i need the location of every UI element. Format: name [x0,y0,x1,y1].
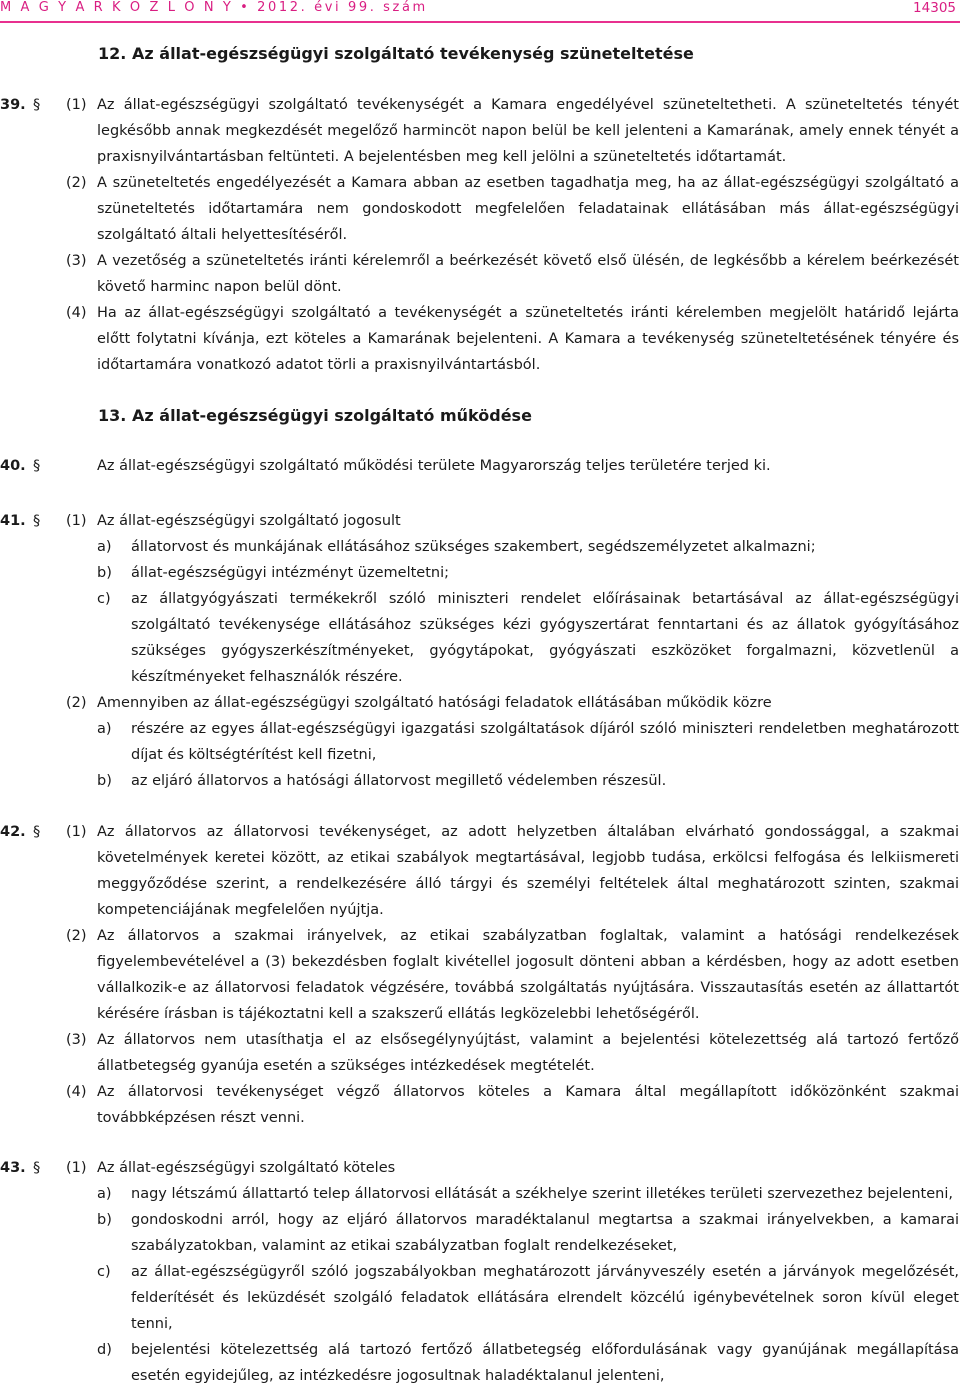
paragraph-text: Ha az állat-egészségügyi szolgáltató a tevékenységét a szüneteltetés iránti kérelemben megjelölt határidő lejárta előtt folytatni kívánja, ezt köteles a Kamarának bejelenteni. A Kamara a tevékenység szüneteltetésének tényére és időtartamára vonatkozó adatot törli a praxisnyilvántartásból. [97,305,959,373]
paragraph-mark: (4) [66,1084,87,1100]
paragraph-text: Az állat-egészségügyi szolgáltató tevékenységét a Kamara engedélyével szüneteltetheti. A szüneteltetés tényét legkésőbb annak megkezdését megelőző harmincöt napon belül be kell jelenteni a Kamarának, amely ennek tényét a praxisnyilvántartásban feltünteti. A bejelentésben meg kell jelölni a szüneteltetés időtartamát. [97,97,959,165]
paragraph-text: Amennyiben az állat-egészségügyi szolgáltató hatósági feladatok ellátásában működik közre [97,695,772,711]
chapter-number: 12. [98,44,127,63]
item-text: állatorvost és munkájának ellátásához szükséges szakembert, segédszemélyzetet alkalmazni; [131,539,816,555]
item-text: bejelentési kötelezettség alá tartozó fertőző állatbetegség előfordulásának vagy gyanújának megállapítása esetén egyidejűleg, az intézkedésre jogosultnak haladéktalanul jelenteni, [131,1342,959,1384]
section-sign: § [33,97,41,113]
paragraph-mark: (1) [66,97,87,113]
item-text: nagy létszámú állattartó telep állatorvosi ellátását a székhelye szerint illetékes területi szervezethez bejelenteni, [131,1186,953,1202]
item-mark: d) [97,1342,112,1358]
section-sign: § [33,513,41,529]
section-sign: § [33,458,41,474]
paragraph-mark: (1) [66,513,87,529]
paragraph-text: Az állatorvos a szakmai irányelvek, az etikai szabályzatban foglaltak, valamint a hatósági rendelkezések figyelembevételével a (3) bekezdésben foglalt kivétellel jogosult dönteni abban a kérdésben, hogy az adott esetben vállalkozik-e az állatorvosi feladatok végzésére, továbbá szolgáltatás nyújtására. Visszautasítás esetén az állattartót kérésére írásban is tájékoztatni kell a szakszerű ellátás legközelebbi lehetőségéről. [97,928,959,1022]
chapter-number: 13. [98,406,127,425]
item-text: gondoskodni arról, hogy az eljáró állatorvos maradéktalanul megtartsa a szakmai irányelvekben, a kamarai szabályzatokban, valamint az etikai szabályzatban foglalt rendelkezéseket, [131,1212,959,1254]
header-rule [0,21,960,23]
paragraph-mark: (2) [66,175,87,191]
paragraph-mark: (3) [66,1032,87,1048]
section-number: 41. [0,513,26,529]
paragraph-mark: (1) [66,824,87,840]
section-sign: § [33,1160,41,1176]
paragraph-text: A szüneteltetés engedélyezését a Kamara abban az esetben tagadhatja meg, ha az állat-egészségügyi szolgáltató a szüneteltetés időtartamára nem gondoskodott megfelelően feladatainak ellátásában más állat-egészségügyi szolgáltató általi helyettesítéséről. [97,175,959,243]
section-number: 40. [0,458,26,474]
item-text: állat-egészségügyi intézményt üzemeltetni; [131,565,449,581]
paragraph-text: Az állatorvos az állatorvosi tevékenységet, az adott helyzetben általában elvárható gondossággal, a szakmai követelmények keretei között, az etikai szabályok megtartásával, legjobb tudása, erkölcsi felfogása és lelkiismereti meggyőződése szerint, a rendelkezésére álló tárgyi és személyi feltételek által meghatározott szinten, szakmai kompetenciájának megfelelően nyújtja. [97,824,959,918]
chapter-12-heading [98,44,694,63]
paragraph-text: Az állat-egészségügyi szolgáltató jogosult [97,513,401,529]
item-mark: b) [97,565,112,581]
item-mark: a) [97,539,112,555]
paragraph-mark: (4) [66,305,87,321]
item-text: részére az egyes állat-egészségügyi igazgatási szolgáltatások díjáról szóló miniszteri rendeletben meghatározott díjat és költségtérítést kell fizetni, [131,721,959,763]
paragraph-mark: (1) [66,1160,87,1176]
running-header-title: M A G Y A R K Ö Z L Ö N Y • 2012. évi 99. szám [0,0,428,15]
section-number: 43. [0,1160,26,1176]
item-text: az állatgyógyászati termékekről szóló miniszteri rendelet előírásainak betartásával az állat-egészségügyi szolgáltató tevékenysége ellátásához szükséges kézi gyógyszertárat fenntartani és az állatok gyógyításához szükséges gyógyszerkészítményeket, gyógytápokat, gyógyászati eszközöket forgalmazni, közvetlenül a készítményeket felhasználók részére. [131,591,959,685]
item-text: az állat-egészségügyről szóló jogszabályokban meghatározott járványveszély esetén a járványok megelőzését, felderítését és leküzdését szolgáló feladatok ellátására elrendelt közcélú igénybevételnek soron kívül eleget tenni, [131,1264,959,1332]
paragraph-text: Az állatorvosi tevékenységet végző állatorvos köteles a Kamara által megállapított időközönként szakmai továbbképzésen részt venni. [97,1084,959,1126]
paragraph-text: Az állat-egészségügyi szolgáltató köteles [97,1160,396,1176]
chapter-title: Az állat-egészségügyi szolgáltató működése [132,406,532,425]
item-mark: b) [97,773,112,789]
section-number: 42. [0,824,26,840]
item-mark: c) [97,591,111,607]
item-mark: a) [97,1186,112,1202]
section-sign: § [33,824,41,840]
chapter-13-heading [98,406,532,425]
paragraph-mark: (3) [66,253,87,269]
paragraph-text: A vezetőség a szüneteltetés iránti kérelemről a beérkezését követő első ülésén, de legkésőbb a kérelem beérkezését követő harminc napon belül dönt. [97,253,959,295]
item-mark: a) [97,721,112,737]
paragraph-mark: (2) [66,695,87,711]
item-text: az eljáró állatorvos a hatósági állatorvost megillető védelemben részesül. [131,773,667,789]
paragraph-text: Az állat-egészségügyi szolgáltató működési területe Magyarország teljes területére terjed ki. [97,458,771,474]
paragraph-text: Az állatorvos nem utasíthatja el az elsősegélynyújtást, valamint a bejelentési kötelezettség alá tartozó fertőző állatbetegség gyanúja esetén a szükséges intézkedések megtételét. [97,1032,959,1074]
page-number: 14305 [913,0,956,16]
paragraph-mark: (2) [66,928,87,944]
section-number: 39. [0,97,26,113]
item-mark: b) [97,1212,112,1228]
item-mark: c) [97,1264,111,1280]
chapter-title: Az állat-egészségügyi szolgáltató tevékenység szüneteltetése [132,44,694,63]
